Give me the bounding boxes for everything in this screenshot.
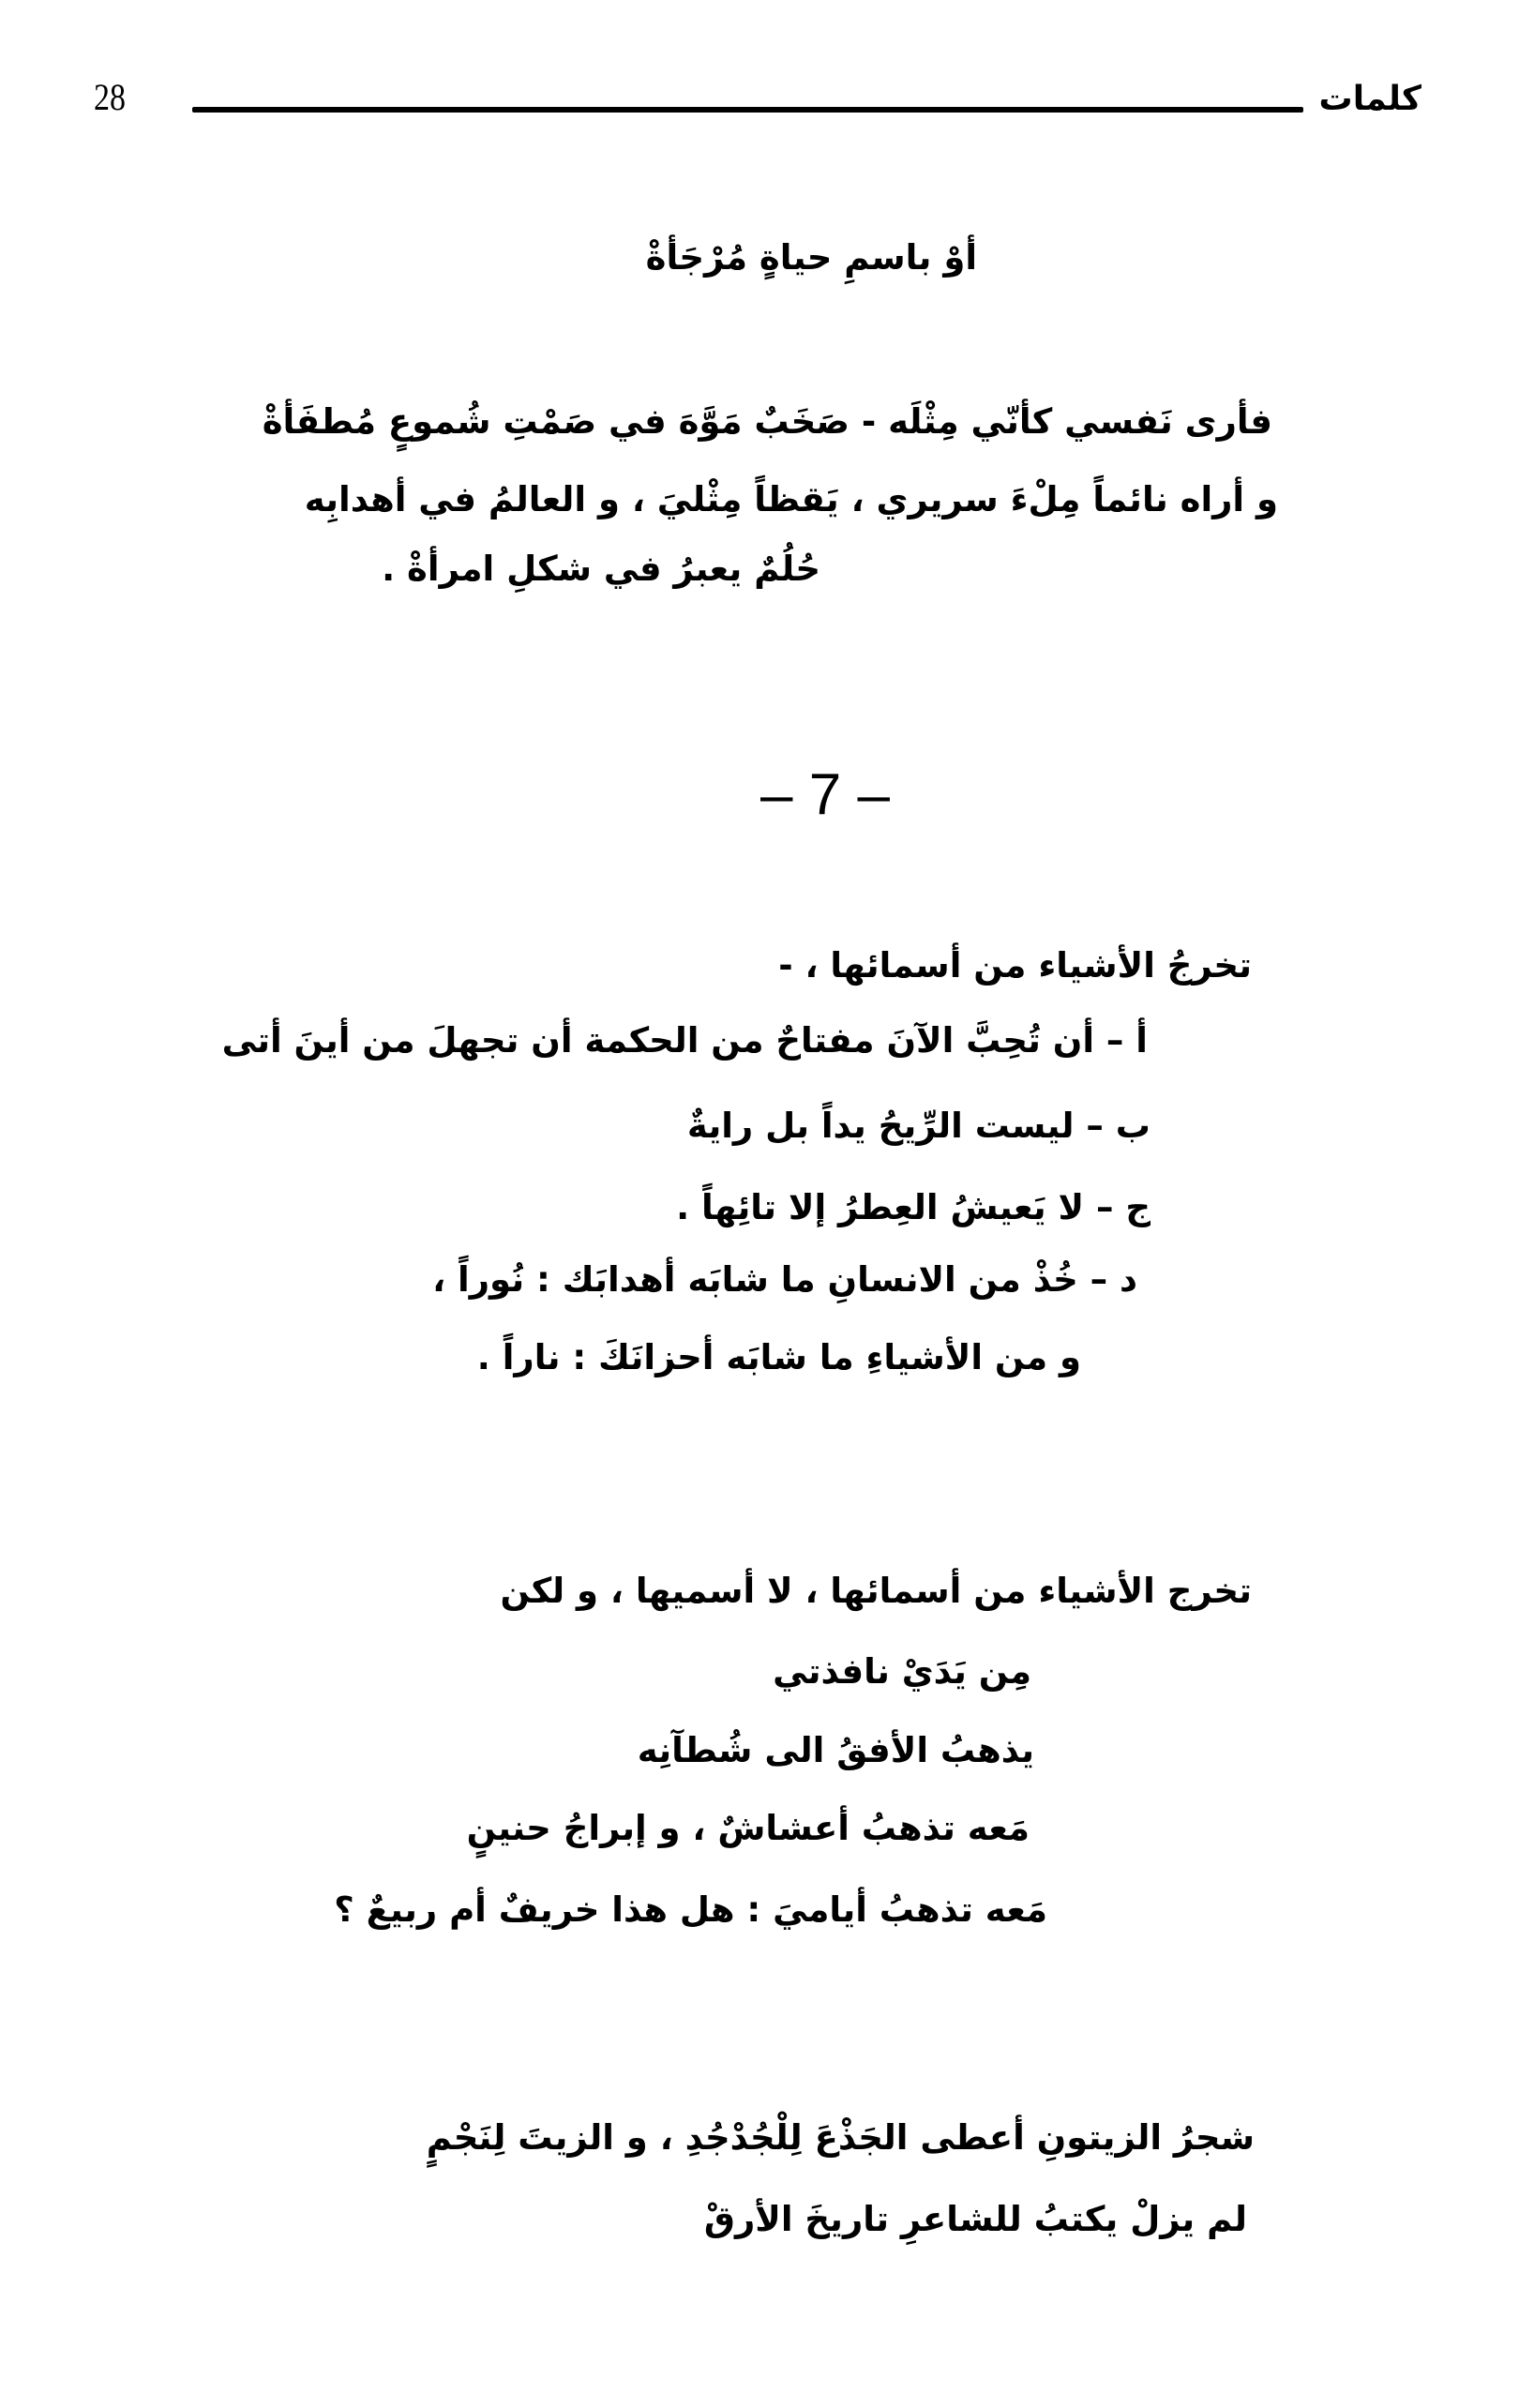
stanza4-line-1: شجرُ الزيتونِ أعطى الجَذْعَ لِلْجُدْجُدِ ، و الزيتَ لِنَجْمٍ — [426, 2117, 1255, 2158]
stanza1-line-3: حُلُمٌ يعبرُ في شكلِ امرأةْ . — [382, 549, 820, 589]
stanza2-item-d-continued: و من الأشياءِ ما شابَه أحزانَكَ : ناراً . — [476, 1337, 1081, 1377]
stanza2-item-d: د – خُذْ من الانسانِ ما شابَه أهدابَك : نُوراً ، — [432, 1259, 1137, 1300]
stanza1-line-2: و أراه نائماً مِلْءَ سريري ، يَقظاً مِثْليَ ، و العالمُ في أهدابِه — [304, 479, 1278, 519]
stanza2-item-c: ج – لا يَعيشُ العِطرُ إلا تائِهاً . — [676, 1187, 1150, 1227]
stanza4-line-2: لم يزلْ يكتبُ للشاعرِ تاريخَ الأرقْ — [703, 2199, 1247, 2239]
stanza3-line-2: مِن يَدَيْ نافذتي — [773, 1651, 1031, 1692]
stanza1-line-1: فأرى نَفسي كأنّي مِثْلَه - صَخَبٌ مَوَّهَ في صَمْتِ شُموعٍ مُطفَأةْ — [262, 401, 1272, 442]
section-number: – 7 – — [760, 762, 890, 827]
stanza2-item-b: ب – ليست الرِّيحُ يداً بل رايةٌ — [686, 1106, 1150, 1146]
stanza3-line-3: يذهبُ الأفقُ الى شُطآنِه — [637, 1730, 1034, 1770]
stanza3-line-5: مَعه تذهبُ أياميَ : هل هذا خريفٌ أم ربيعٌ ؟ — [334, 1889, 1047, 1930]
stanza3-line-4: مَعه تذهبُ أعشاشٌ ، و إبراجُ حنينٍ — [466, 1808, 1030, 1848]
running-title: كلمات — [1318, 80, 1421, 118]
header-rule — [192, 107, 1303, 113]
stanza2-item-a: أ – أن تُحِبَّ الآنَ مفتاحٌ من الحكمة أن تجهلَ من أينَ أتى — [221, 1020, 1148, 1061]
page-number: 28 — [94, 76, 126, 118]
poem-title-line: أوْ باسمِ حياةٍ مُرْجَأةْ — [645, 237, 977, 278]
stanza3-line-1: تخرج الأشياء من أسمائها ، لا أسميها ، و لكن — [500, 1571, 1252, 1611]
stanza2-line-1: تخرجُ الأشياء من أسمائها ، - — [778, 945, 1252, 986]
